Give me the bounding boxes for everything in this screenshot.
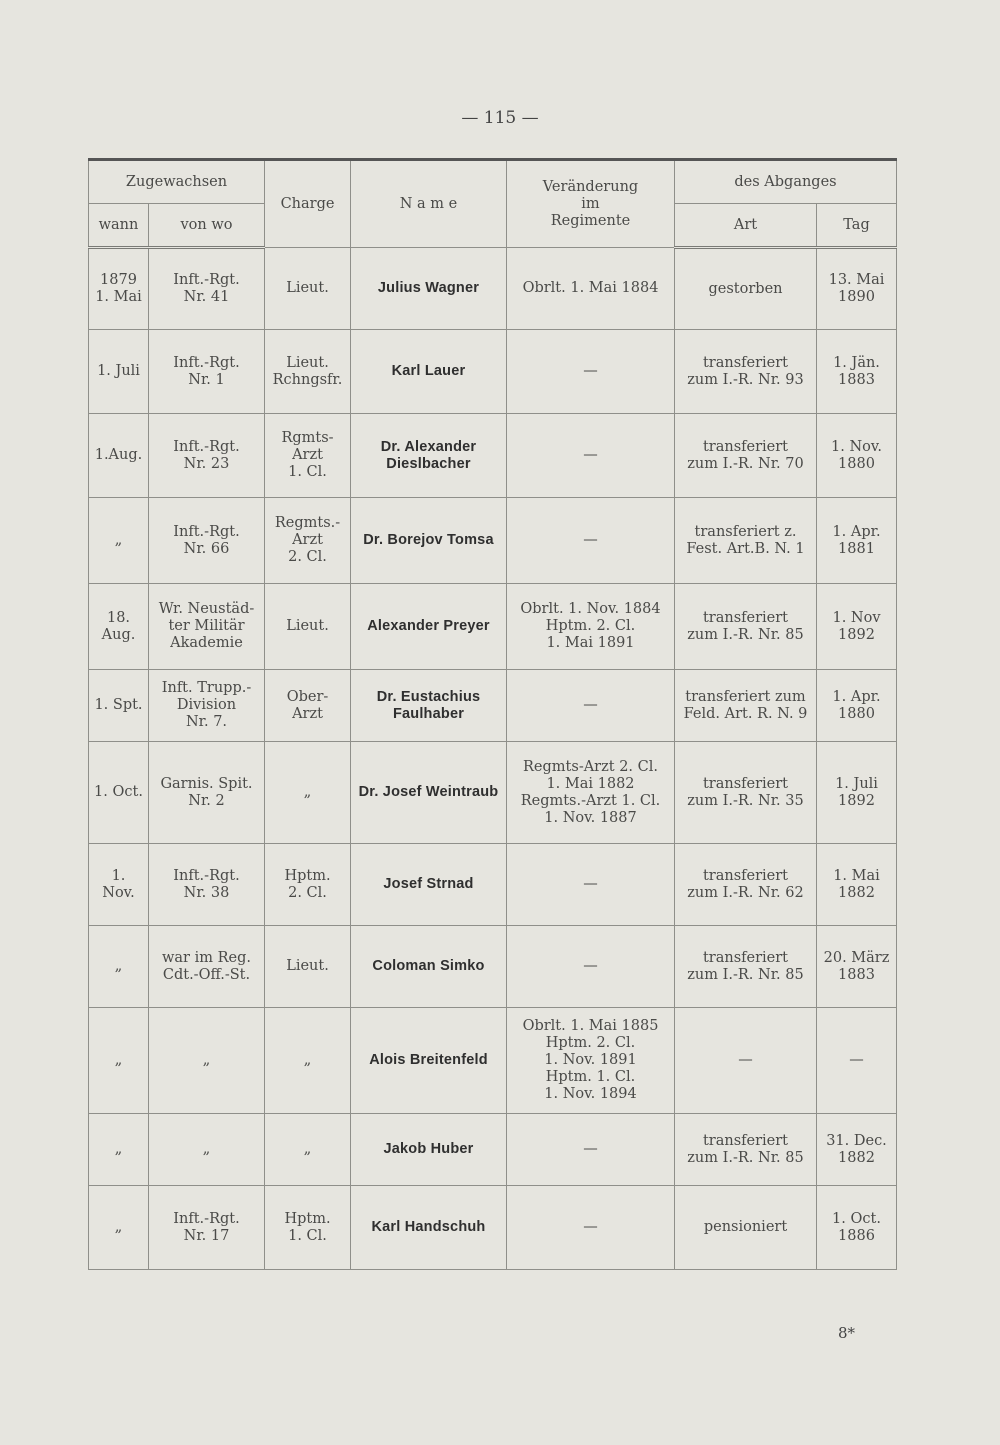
cell-veraenderung: Regmts-Arzt 2. Cl. 1. Mai 1882 Regmts.-Arzt 1. Cl. 1. Nov. 1887 <box>507 742 675 844</box>
cell-von-wo: Inft.-Rgt. Nr. 1 <box>149 330 265 414</box>
cell-veraenderung: Obrlt. 1. Mai 1884 <box>507 248 675 330</box>
table-row <box>89 1114 897 1186</box>
cell-wann: 1. Oct. <box>89 742 149 844</box>
cell-wann: „ <box>89 1114 149 1186</box>
ledger-body <box>89 248 897 1270</box>
cell-von-wo: Inft. Trupp.- Division Nr. 7. <box>149 670 265 742</box>
cell-charge: Rgmts- Arzt 1. Cl. <box>265 414 351 498</box>
cell-name: Julius Wagner <box>351 248 507 330</box>
cell-charge: Regmts.- Arzt 2. Cl. <box>265 498 351 584</box>
table-row <box>89 584 897 670</box>
cell-veraenderung: — <box>507 926 675 1008</box>
table-row <box>89 670 897 742</box>
cell-veraenderung: — <box>507 414 675 498</box>
cell-tag: 20. März 1883 <box>817 926 897 1008</box>
cell-tag: 1. Nov. 1880 <box>817 414 897 498</box>
cell-wann: 1. Spt. <box>89 670 149 742</box>
cell-tag: 13. Mai 1890 <box>817 248 897 330</box>
header-wann: wann <box>89 204 149 248</box>
cell-charge: „ <box>265 1114 351 1186</box>
cell-veraenderung: — <box>507 330 675 414</box>
cell-art: transferiert zum Feld. Art. R. N. 9 <box>675 670 817 742</box>
header-name: N a m e <box>351 160 507 248</box>
page-number: — 115 — <box>461 108 539 128</box>
cell-name: Coloman Simko <box>351 926 507 1008</box>
cell-name: Jakob Huber <box>351 1114 507 1186</box>
cell-von-wo: „ <box>149 1114 265 1186</box>
cell-name: Dr. Josef Weintraub <box>351 742 507 844</box>
cell-art: transferiert zum I.-R. Nr. 70 <box>675 414 817 498</box>
table-row <box>89 742 897 844</box>
cell-wann: „ <box>89 498 149 584</box>
cell-tag: 1. Apr. 1880 <box>817 670 897 742</box>
header-von-wo: von wo <box>149 204 265 248</box>
cell-von-wo: Inft.-Rgt. Nr. 66 <box>149 498 265 584</box>
cell-charge: Lieut. <box>265 926 351 1008</box>
cell-veraenderung: — <box>507 498 675 584</box>
cell-tag: — <box>817 1008 897 1114</box>
header-veraenderung: Veränderung im Regimente <box>507 160 675 248</box>
table-row <box>89 844 897 926</box>
cell-name: Alois Breitenfeld <box>351 1008 507 1114</box>
cell-wann: „ <box>89 1186 149 1270</box>
cell-von-wo: Garnis. Spit. Nr. 2 <box>149 742 265 844</box>
cell-veraenderung: — <box>507 1114 675 1186</box>
cell-charge: Lieut. <box>265 248 351 330</box>
cell-tag: 31. Dec. 1882 <box>817 1114 897 1186</box>
cell-von-wo: Wr. Neustäd- ter Militär Akademie <box>149 584 265 670</box>
cell-charge: Lieut. <box>265 584 351 670</box>
cell-name: Alexander Preyer <box>351 584 507 670</box>
cell-charge: Hptm. 2. Cl. <box>265 844 351 926</box>
cell-tag: 1. Nov 1892 <box>817 584 897 670</box>
cell-charge: Ober- Arzt <box>265 670 351 742</box>
cell-art: pensioniert <box>675 1186 817 1270</box>
cell-name: Dr. Borejov Tomsa <box>351 498 507 584</box>
cell-von-wo: Inft.-Rgt. Nr. 41 <box>149 248 265 330</box>
cell-name: Josef Strnad <box>351 844 507 926</box>
cell-wann: 1. Nov. <box>89 844 149 926</box>
table-row <box>89 926 897 1008</box>
cell-charge: „ <box>265 1008 351 1114</box>
cell-art: — <box>675 1008 817 1114</box>
table-row <box>89 1186 897 1270</box>
table-row <box>89 498 897 584</box>
cell-wann: 1. Juli <box>89 330 149 414</box>
cell-wann: „ <box>89 926 149 1008</box>
regiment-ledger-table <box>88 158 897 1270</box>
cell-tag: 1. Juli 1892 <box>817 742 897 844</box>
cell-von-wo: Inft.-Rgt. Nr. 23 <box>149 414 265 498</box>
cell-charge: Lieut. Rchngsfr. <box>265 330 351 414</box>
table-row <box>89 414 897 498</box>
cell-name: Karl Lauer <box>351 330 507 414</box>
cell-veraenderung: Obrlt. 1. Mai 1885 Hptm. 2. Cl. 1. Nov. 1891 Hptm. 1. Cl. 1. Nov. 1894 <box>507 1008 675 1114</box>
header-des-abganges: des Abganges <box>675 160 897 204</box>
cell-tag: 1. Jän. 1883 <box>817 330 897 414</box>
header-zugewachsen: Zugewachsen <box>89 160 265 204</box>
cell-tag: 1. Apr. 1881 <box>817 498 897 584</box>
header-tag: Tag <box>817 204 897 248</box>
cell-charge: „ <box>265 742 351 844</box>
cell-von-wo: Inft.-Rgt. Nr. 17 <box>149 1186 265 1270</box>
cell-wann: 1879 1. Mai <box>89 248 149 330</box>
cell-art: transferiert zum I.-R. Nr. 85 <box>675 1114 817 1186</box>
cell-veraenderung: Obrlt. 1. Nov. 1884 Hptm. 2. Cl. 1. Mai 1891 <box>507 584 675 670</box>
cell-veraenderung: — <box>507 844 675 926</box>
cell-art: gestorben <box>675 248 817 330</box>
cell-wann: „ <box>89 1008 149 1114</box>
cell-veraenderung: — <box>507 670 675 742</box>
cell-name: Dr. Alexander Dieslbacher <box>351 414 507 498</box>
cell-art: transferiert z. Fest. Art.B. N. 1 <box>675 498 817 584</box>
cell-charge: Hptm. 1. Cl. <box>265 1186 351 1270</box>
cell-name: Dr. Eustachius Faulhaber <box>351 670 507 742</box>
cell-von-wo: „ <box>149 1008 265 1114</box>
cell-art: transferiert zum I.-R. Nr. 62 <box>675 844 817 926</box>
cell-name: Karl Handschuh <box>351 1186 507 1270</box>
cell-veraenderung: — <box>507 1186 675 1270</box>
table-row <box>89 248 897 330</box>
cell-art: transferiert zum I.-R. Nr. 35 <box>675 742 817 844</box>
cell-art: transferiert zum I.-R. Nr. 85 <box>675 584 817 670</box>
cell-art: transferiert zum I.-R. Nr. 93 <box>675 330 817 414</box>
table-row <box>89 330 897 414</box>
signature-mark: 8* <box>838 1324 856 1342</box>
table-row <box>89 1008 897 1114</box>
header-charge: Charge <box>265 160 351 248</box>
cell-art: transferiert zum I.-R. Nr. 85 <box>675 926 817 1008</box>
cell-von-wo: Inft.-Rgt. Nr. 38 <box>149 844 265 926</box>
cell-von-wo: war im Reg. Cdt.-Off.-St. <box>149 926 265 1008</box>
cell-tag: 1. Oct. 1886 <box>817 1186 897 1270</box>
cell-wann: 1.Aug. <box>89 414 149 498</box>
cell-wann: 18. Aug. <box>89 584 149 670</box>
header-art: Art <box>675 204 817 248</box>
cell-tag: 1. Mai 1882 <box>817 844 897 926</box>
